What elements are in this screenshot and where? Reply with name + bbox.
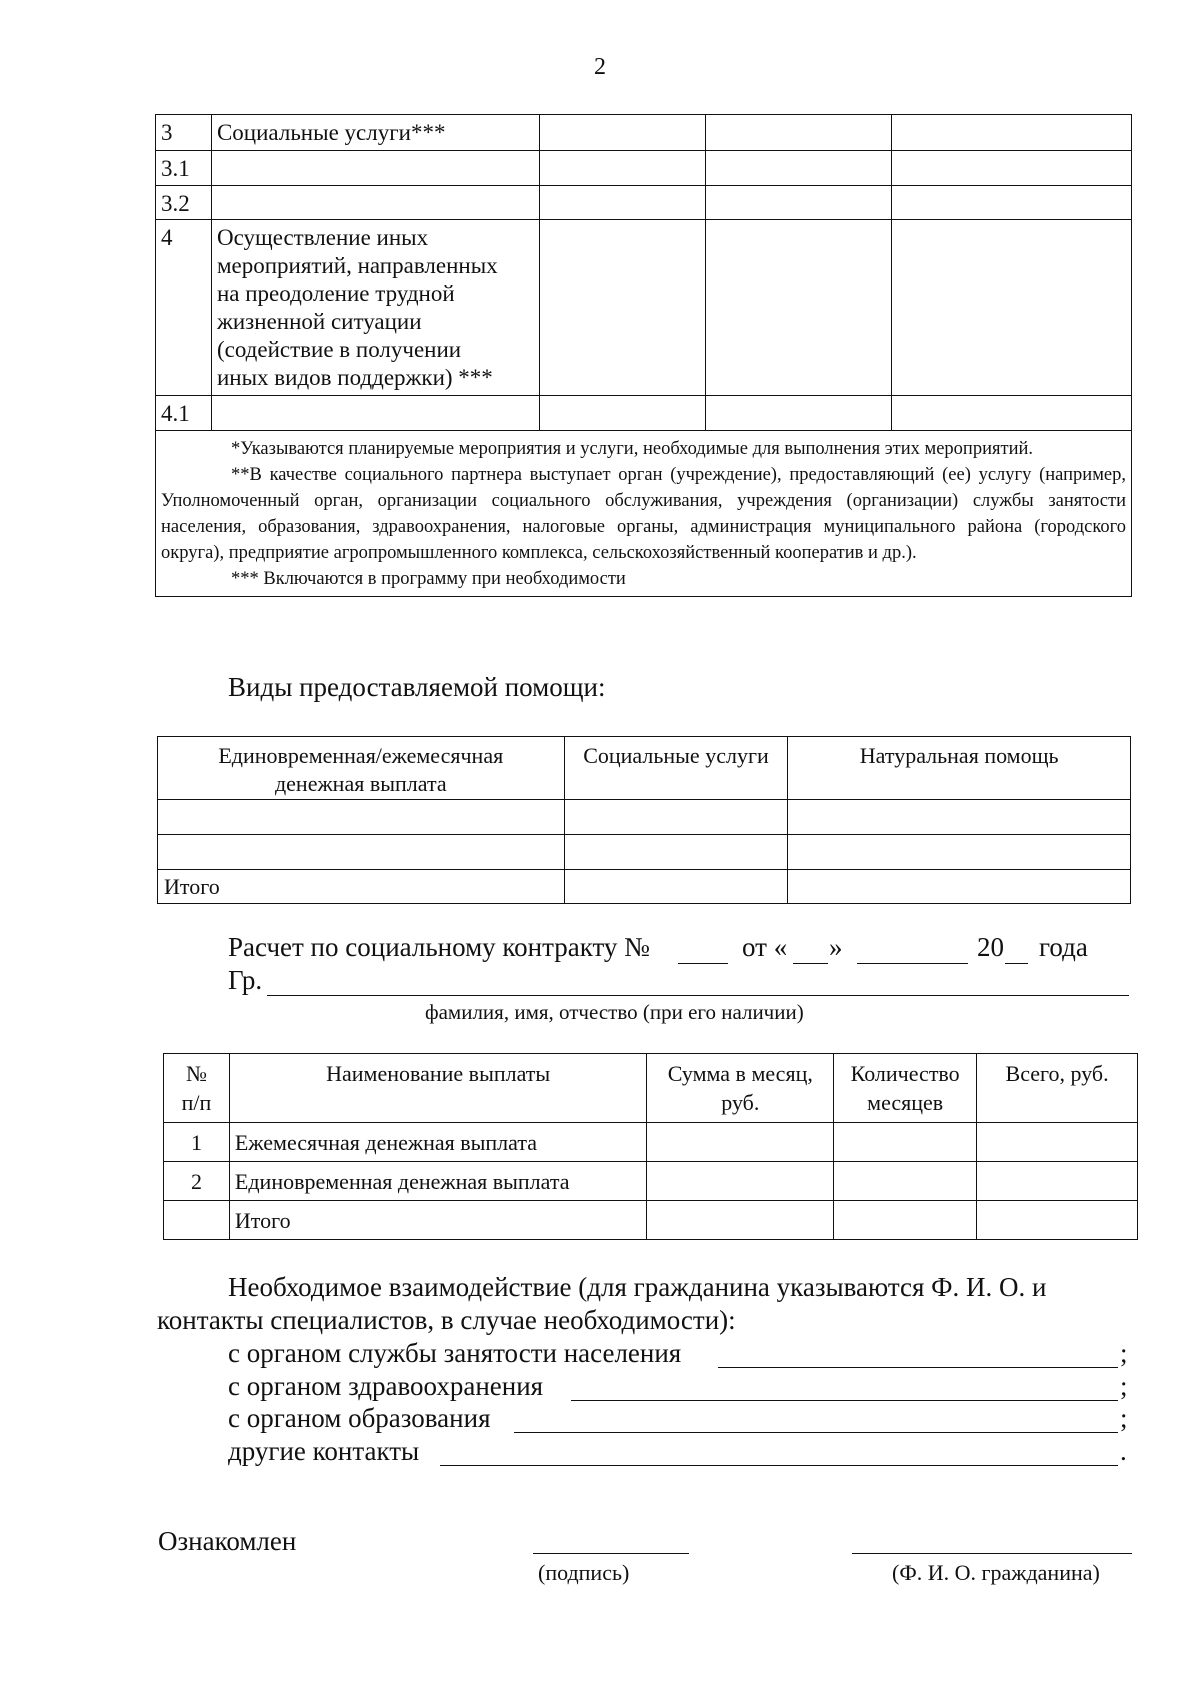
col-header-total: Всего, руб. <box>977 1054 1138 1123</box>
punct: ; <box>1120 1338 1128 1368</box>
empty-cell[interactable] <box>564 835 788 870</box>
empty-cell[interactable] <box>788 870 1131 904</box>
col-header-natural: Натуральная помощь <box>788 737 1131 800</box>
empty-cell[interactable] <box>788 835 1131 870</box>
row-name: Итого <box>229 1201 647 1240</box>
table-row <box>158 870 1131 904</box>
empty-cell[interactable] <box>705 396 892 431</box>
interaction-education-label: с органом образования <box>228 1403 491 1433</box>
payments-table <box>163 1053 1138 1240</box>
empty-cell[interactable] <box>158 800 565 835</box>
table-row <box>158 800 1131 835</box>
contract-year-field[interactable] <box>1005 963 1028 964</box>
empty-cell[interactable] <box>977 1162 1138 1201</box>
table-row <box>156 151 1132 186</box>
row-name: Единовременная денежная выплата <box>229 1162 647 1201</box>
empty-cell[interactable] <box>788 800 1131 835</box>
empty-cell[interactable] <box>539 220 705 396</box>
col-header-count: Количество месяцев <box>834 1054 977 1123</box>
help-types-heading: Виды предоставляемой помощи: <box>228 672 606 702</box>
row-name: Ежемесячная денежная выплата <box>229 1123 647 1162</box>
calc-title-year: 20 <box>977 932 1004 962</box>
row-number: 3.1 <box>156 151 212 186</box>
page-number: 2 <box>594 54 606 80</box>
interaction-intro-line2: контакты специалистов, в случае необходимости): <box>157 1305 736 1335</box>
employment-contact-field[interactable] <box>718 1367 1118 1368</box>
table-row <box>158 835 1131 870</box>
row-name-line: Осуществление иных <box>216 225 429 250</box>
signature-field[interactable] <box>533 1553 689 1554</box>
col-header-services: Социальные услуги <box>564 737 788 800</box>
calc-title-quote: » <box>829 932 843 962</box>
help-types-table <box>157 736 1131 904</box>
empty-cell[interactable] <box>539 186 705 220</box>
contract-number-field[interactable] <box>678 963 728 964</box>
empty-cell[interactable] <box>834 1123 977 1162</box>
footnote-1: *Указываются планируемые мероприятия и услуги, необходимые для выполнения этих мероприятий. <box>231 439 1033 459</box>
col-header-name: Наименование выплаты <box>229 1054 647 1123</box>
footnote-3: *** Включаются в программу при необходимости <box>231 569 626 589</box>
empty-cell[interactable] <box>977 1201 1138 1240</box>
empty-cell[interactable] <box>705 220 892 396</box>
citizen-fio-caption: (Ф. И. О. гражданина) <box>892 1560 1100 1585</box>
health-contact-field[interactable] <box>571 1400 1118 1401</box>
table-row <box>164 1123 1138 1162</box>
interaction-other-label: другие контакты <box>228 1436 420 1466</box>
table-header-row <box>158 737 1131 800</box>
interaction-intro-line1: Необходимое взаимодействие (для гражданина указываются Ф. И. О. и <box>228 1272 1047 1302</box>
col-header-payment: Единовременная/ежемесячная денежная выплата <box>158 737 565 800</box>
empty-cell[interactable] <box>539 151 705 186</box>
empty-cell[interactable] <box>892 396 1132 431</box>
table-row <box>156 186 1132 220</box>
empty-cell[interactable] <box>647 1162 834 1201</box>
row-number <box>164 1201 230 1240</box>
education-contact-field[interactable] <box>514 1432 1118 1433</box>
row-name: Социальные услуги*** <box>211 115 539 151</box>
calc-title-year-word: года <box>1039 932 1088 962</box>
table-row <box>156 396 1132 431</box>
table-row <box>164 1201 1138 1240</box>
row-number: 1 <box>164 1123 230 1162</box>
calc-title-from: от « <box>742 932 788 962</box>
signature-caption: (подпись) <box>538 1560 630 1585</box>
table-header-row <box>164 1054 1138 1123</box>
row-name <box>211 151 539 186</box>
footnote-2: **В качестве социального партнера выступает орган (учреждение), предоставляющий (ее) услугу (например, Уполномоченный орган, организации социального обслуживания, учреждения (организации) службы занятости населения, образования, здравоохранения, налоговые органы, администрация муниципального района (городского округа), предприятие агропромышленного комплекса, сельскохозяйственный кооператив и др.). <box>161 465 1126 563</box>
empty-cell[interactable] <box>892 115 1132 151</box>
empty-cell[interactable] <box>564 870 788 904</box>
row-name-line: (содействие в получении <box>216 337 462 362</box>
empty-cell[interactable] <box>977 1123 1138 1162</box>
footnotes <box>156 431 1132 597</box>
empty-cell[interactable] <box>705 115 892 151</box>
measures-table <box>155 114 1132 597</box>
signature-label: Ознакомлен <box>158 1526 297 1556</box>
other-contact-field[interactable] <box>440 1465 1118 1466</box>
table-row <box>156 220 1132 396</box>
contract-month-field[interactable] <box>857 963 968 964</box>
row-number: 4 <box>156 220 212 396</box>
empty-cell[interactable] <box>539 396 705 431</box>
empty-cell[interactable] <box>647 1201 834 1240</box>
citizen-fio-field[interactable] <box>852 1553 1132 1554</box>
row-name <box>211 396 539 431</box>
row-name-line: на преодоление трудной <box>216 281 455 306</box>
row-name-line: мероприятий, направленных <box>216 253 498 278</box>
gr-label: Гр. <box>228 965 263 995</box>
row-name <box>211 186 539 220</box>
table-row <box>156 115 1132 151</box>
row-name-line: жизненной ситуации <box>216 309 422 334</box>
citizen-name-field[interactable] <box>267 995 1129 996</box>
punct: . <box>1120 1436 1127 1466</box>
notes-row <box>156 431 1132 597</box>
empty-cell[interactable] <box>705 151 892 186</box>
empty-cell[interactable] <box>892 186 1132 220</box>
row-number: 3 <box>156 115 212 151</box>
punct: ; <box>1120 1403 1128 1433</box>
empty-cell[interactable] <box>539 115 705 151</box>
empty-cell[interactable] <box>834 1201 977 1240</box>
empty-cell[interactable] <box>158 835 565 870</box>
total-label: Итого <box>158 870 565 904</box>
row-name-line: иных видов поддержки) *** <box>216 365 493 390</box>
empty-cell[interactable] <box>564 800 788 835</box>
col-header-sum: Сумма в месяц, руб. <box>647 1054 834 1123</box>
contract-day-field[interactable] <box>793 963 828 964</box>
empty-cell[interactable] <box>705 186 892 220</box>
row-number: 2 <box>164 1162 230 1201</box>
calc-title: Расчет по социальному контракту № <box>228 932 650 962</box>
row-name <box>211 220 539 396</box>
row-number: 3.2 <box>156 186 212 220</box>
col-header-num: № п/п <box>164 1054 230 1123</box>
interaction-health-label: с органом здравоохранения <box>228 1371 544 1401</box>
empty-cell[interactable] <box>647 1123 834 1162</box>
row-number: 4.1 <box>156 396 212 431</box>
table-row <box>164 1162 1138 1201</box>
interaction-employment-label: с органом службы занятости населения <box>228 1338 682 1368</box>
empty-cell[interactable] <box>892 220 1132 396</box>
punct: ; <box>1120 1371 1128 1401</box>
empty-cell[interactable] <box>892 151 1132 186</box>
fio-caption: фамилия, имя, отчество (при его наличии) <box>425 1000 804 1024</box>
empty-cell[interactable] <box>834 1162 977 1201</box>
